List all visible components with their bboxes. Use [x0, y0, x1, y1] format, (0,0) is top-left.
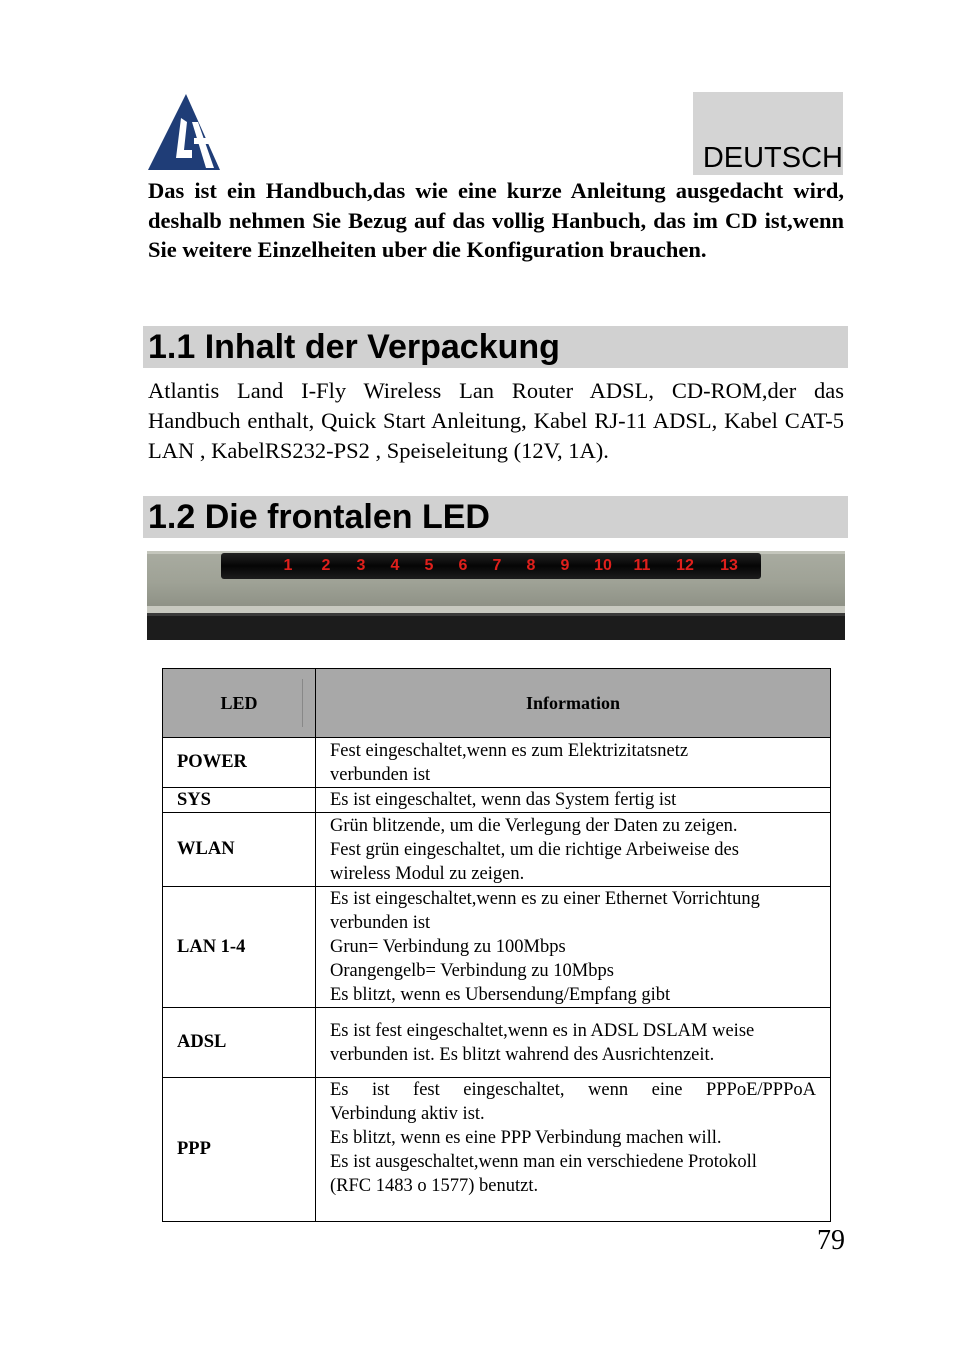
info-line: Es ist eingeschaltet,wenn es zu einer Ethernet Vorrichtung [330, 889, 760, 909]
table-row [163, 738, 831, 788]
led-info [316, 788, 831, 813]
info-line: Grün blitzende, um die Verlegung der Daten zu zeigen. [330, 816, 738, 836]
info-line: Es ist eingeschaltet, wenn das System fertig ist [330, 790, 677, 810]
package-contents-paragraph: Atlantis Land I-Fly Wireless Lan Router ADSL, CD-ROM,der das Handbuch enthalt, Quick Start Anleitung, Kabel RJ-11 ADSL, Kabel CAT-5 LAN , KabelRS232-PS2 , Speiseleitung (12V, 1A). [148, 378, 844, 463]
info-line: Fest grün eingeschaltet, um die richtige Arbeiweise des [330, 840, 739, 860]
led-info [316, 887, 831, 1008]
info-line: verbunden ist [330, 765, 431, 785]
led-name: ADSL [163, 1008, 316, 1078]
info-line: Es ist fest eingeschaltet, wenn eine PPPoE/PPPoA [330, 1080, 816, 1100]
led-info [316, 1008, 831, 1078]
page-number: 79 [817, 1225, 845, 1256]
table-row [163, 887, 831, 1008]
led-number-label: 12 [676, 557, 694, 574]
section-title-front-leds: 1.2 Die frontalen LED [148, 498, 490, 536]
info-line: Grun= Verbindung zu 100Mbps [330, 937, 566, 957]
led-number-label: 8 [526, 557, 536, 574]
led-number-label: 5 [424, 557, 434, 574]
led-info [316, 813, 831, 887]
led-number-label: 2 [321, 557, 331, 574]
atlantis-logo-icon [148, 92, 220, 172]
led-info-table [162, 668, 831, 1222]
led-number-label: 7 [492, 557, 502, 574]
column-header-information: Information [316, 669, 831, 738]
info-line: verbunden ist. Es blitzt wahrend des Ausrichtenzeit. [330, 1045, 715, 1065]
info-line: Fest eingeschaltet,wenn es zum Elektrizitatsnetz [330, 741, 689, 761]
info-line: Es ist ausgeschaltet,wenn man ein verschiedene Protokoll [330, 1152, 757, 1172]
led-info [316, 1078, 831, 1222]
router-front-panel [147, 551, 845, 640]
info-line: Es blitzt, wenn es Ubersendung/Empfang gibt [330, 985, 671, 1005]
led-name: LAN 1-4 [163, 887, 316, 1008]
led-number-label: 11 [633, 557, 651, 574]
led-number-label: 1 [283, 557, 293, 574]
info-line: wireless Modul zu zeigen. [330, 864, 525, 884]
led-number-label: 6 [458, 557, 468, 574]
led-info [316, 738, 831, 788]
info-line: (RFC 1483 o 1577) benutzt. [330, 1176, 539, 1196]
led-number-label: 3 [356, 557, 366, 574]
section-title-contents: 1.1 Inhalt der Verpackung [148, 328, 560, 366]
intro-paragraph: Das ist ein Handbuch,das wie eine kurze Anleitung ausgedacht wird, deshalb nehmen Sie Bezug auf das vollig Hanbuch, das im CD ist,wenn Sie weitere Einzelheiten uber die Konfiguration brauchen. [148, 178, 844, 262]
led-name: SYS [163, 788, 316, 813]
led-number-label: 9 [560, 557, 570, 574]
led-name: POWER [163, 738, 316, 788]
language-label: DEUTSCH [702, 142, 843, 174]
led-number-label: 13 [720, 557, 738, 574]
info-line: Verbindung aktiv ist. [330, 1104, 485, 1124]
table-row [163, 1008, 831, 1078]
led-number-label: 10 [594, 557, 612, 574]
info-line: Orangengelb= Verbindung zu 10Mbps [330, 961, 614, 981]
column-header-led-label: LED [220, 692, 258, 713]
column-header-led [163, 669, 316, 738]
info-line: Es ist fest eingeschaltet,wenn es in ADSL DSLAM weise [330, 1021, 755, 1041]
led-name: WLAN [163, 813, 316, 887]
table-row [163, 813, 831, 887]
table-header-row [163, 669, 831, 738]
led-number-label: 4 [390, 557, 400, 574]
info-line: Es blitzt, wenn es eine PPP Verbindung machen will. [330, 1128, 722, 1148]
header-separator [302, 679, 303, 727]
table-row [163, 788, 831, 813]
led-name: PPP [163, 1078, 316, 1222]
info-line: verbunden ist [330, 913, 431, 933]
table-row [163, 1078, 831, 1222]
